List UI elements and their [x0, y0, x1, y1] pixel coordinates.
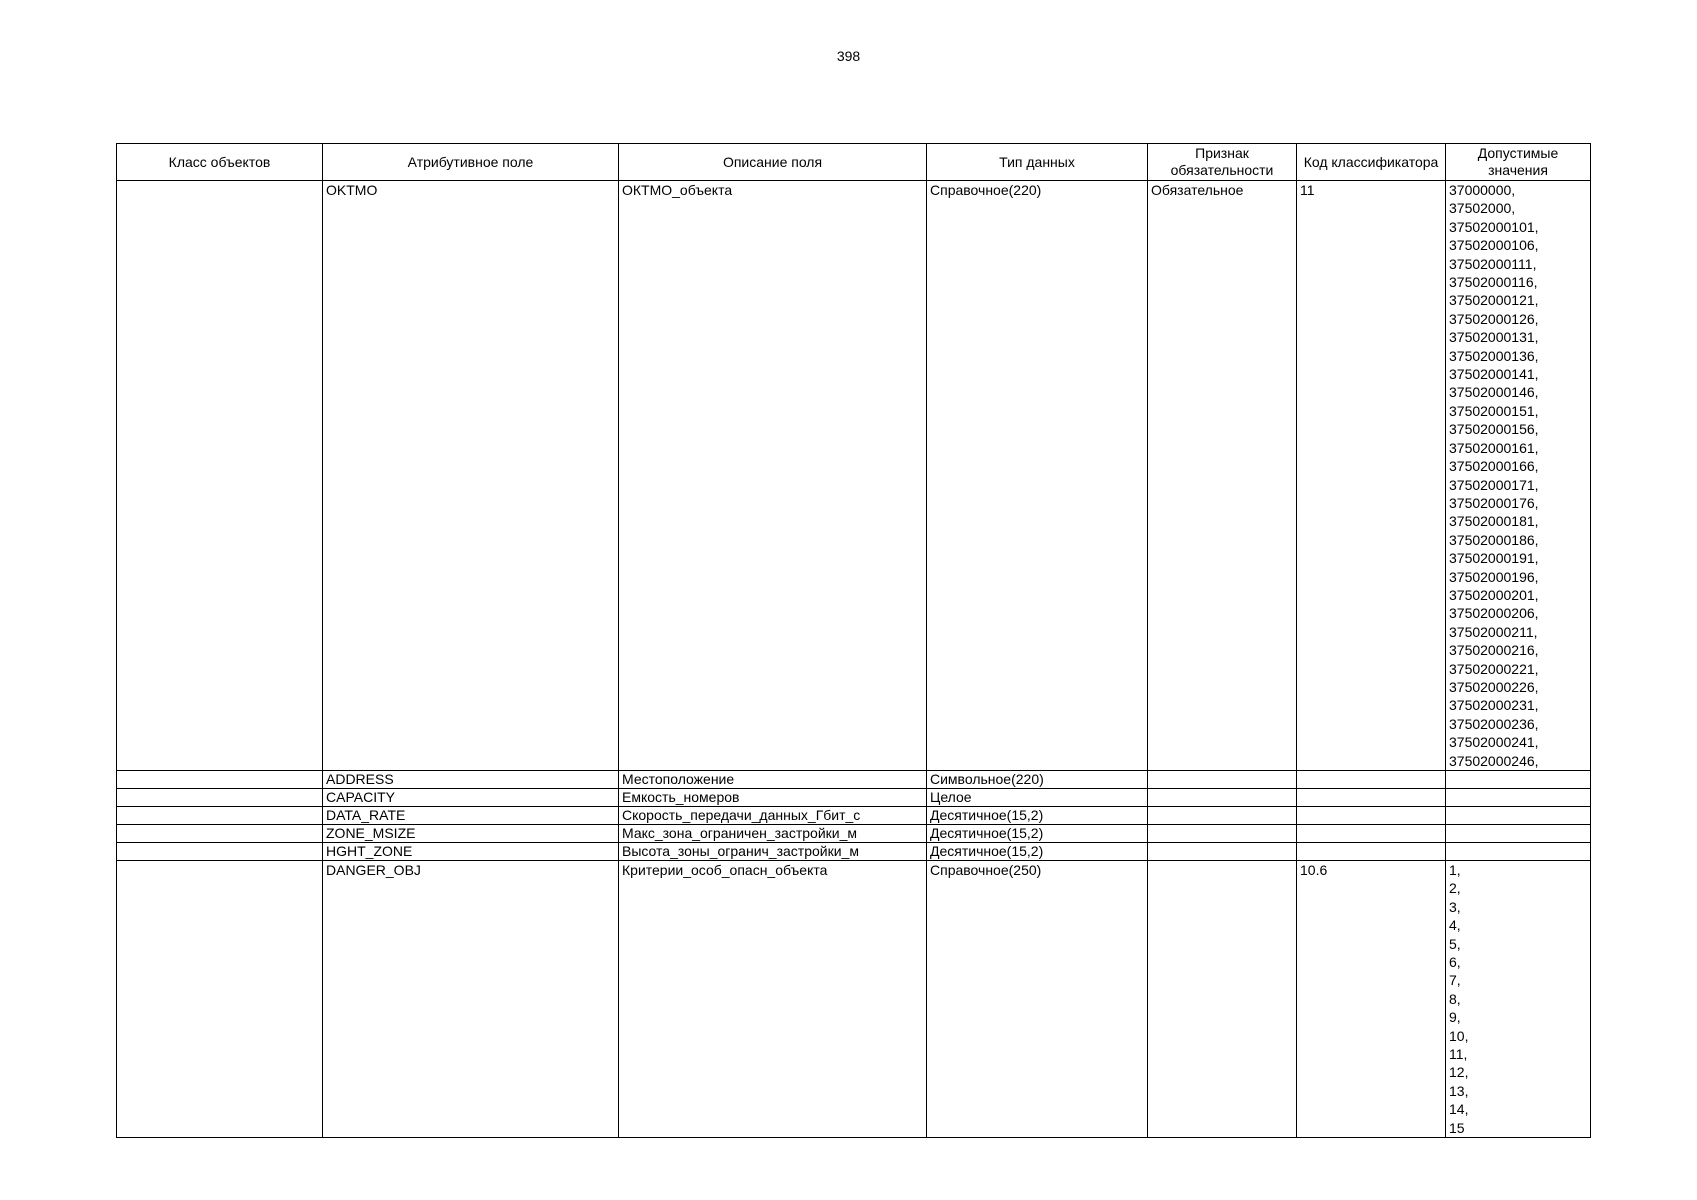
header-required-flag: Признак обязательности [1148, 144, 1297, 181]
cell-class [117, 181, 323, 771]
cell-description: Макс_зона_ограничен_застройки_м [619, 825, 927, 843]
cell-class [117, 771, 323, 789]
cell-type: Символьное(220) [927, 771, 1148, 789]
cell-field: DATA_RATE [323, 807, 619, 825]
header-field-description: Описание поля [619, 144, 927, 181]
cell-code: 10.6 [1297, 861, 1446, 1138]
table-row [117, 181, 1591, 771]
cell-values [1446, 807, 1591, 825]
cell-type: Десятичное(15,2) [927, 825, 1148, 843]
cell-field: OKTMO [323, 181, 619, 771]
page-number: 398 [836, 48, 861, 64]
cell-values [1446, 771, 1591, 789]
header-attribute-field: Атрибутивное поле [323, 144, 619, 181]
cell-required [1148, 807, 1297, 825]
cell-type: Десятичное(15,2) [927, 807, 1148, 825]
cell-type: Справочное(250) [927, 861, 1148, 1138]
cell-description: Скорость_передачи_данных_Гбит_с [619, 807, 927, 825]
cell-field: CAPACITY [323, 789, 619, 807]
cell-description: Высота_зоны_огранич_застройки_м [619, 843, 927, 861]
cell-type: Справочное(220) [927, 181, 1148, 771]
header-allowed-values: Допустимые значения [1446, 144, 1591, 181]
cell-code [1297, 771, 1446, 789]
table-row [117, 861, 1591, 1138]
cell-required [1148, 825, 1297, 843]
header-classifier-code: Код классификатора [1297, 144, 1446, 181]
cell-values [1446, 843, 1591, 861]
table-row [117, 789, 1591, 807]
cell-field: ZONE_MSIZE [323, 825, 619, 843]
table-header-row [117, 144, 1591, 181]
cell-values [1446, 825, 1591, 843]
cell-values: 1, 2, 3, 4, 5, 6, 7, 8, 9, 10, 11, 12, 13, 14, 15 [1446, 861, 1591, 1138]
cell-required [1148, 771, 1297, 789]
cell-type: Целое [927, 789, 1148, 807]
cell-type: Десятичное(15,2) [927, 843, 1148, 861]
cell-code: 11 [1297, 181, 1446, 771]
cell-code [1297, 825, 1446, 843]
cell-required: Обязательное [1148, 181, 1297, 771]
cell-class [117, 825, 323, 843]
header-object-class: Класс объектов [117, 144, 323, 181]
cell-field: HGHT_ZONE [323, 843, 619, 861]
table-row [117, 825, 1591, 843]
cell-values: 37000000, 37502000, 37502000101, 37502000106, 37502000111, 37502000116, 37502000121, 37502000126, 37502000131, 37502000136, 37502000141, 37502000146, 37502000151, 37502000156, 37502000161, 37502000166, 37502000171, 37502000176, 37502000181, 37502000186, 37502000191, 37502000196, 37502000201, 37502000206, 37502000211, 37502000216, 37502000221, 37502000226, 37502000231, 37502000236, 37502000241, 37502000246, [1446, 181, 1591, 771]
cell-code [1297, 807, 1446, 825]
cell-code [1297, 789, 1446, 807]
cell-required [1148, 789, 1297, 807]
cell-required [1148, 843, 1297, 861]
attribute-table [116, 143, 1591, 1138]
header-data-type: Тип данных [927, 144, 1148, 181]
cell-class [117, 861, 323, 1138]
cell-description: Местоположение [619, 771, 927, 789]
table-row [117, 843, 1591, 861]
cell-class [117, 843, 323, 861]
cell-code [1297, 843, 1446, 861]
cell-description: ОКТМО_объекта [619, 181, 927, 771]
cell-class [117, 789, 323, 807]
cell-required [1148, 861, 1297, 1138]
cell-class [117, 807, 323, 825]
cell-field: ADDRESS [323, 771, 619, 789]
cell-description: Емкость_номеров [619, 789, 927, 807]
table-row [117, 771, 1591, 789]
cell-description: Критерии_особ_опасн_объекта [619, 861, 927, 1138]
table-row [117, 807, 1591, 825]
cell-field: DANGER_OBJ [323, 861, 619, 1138]
cell-values [1446, 789, 1591, 807]
